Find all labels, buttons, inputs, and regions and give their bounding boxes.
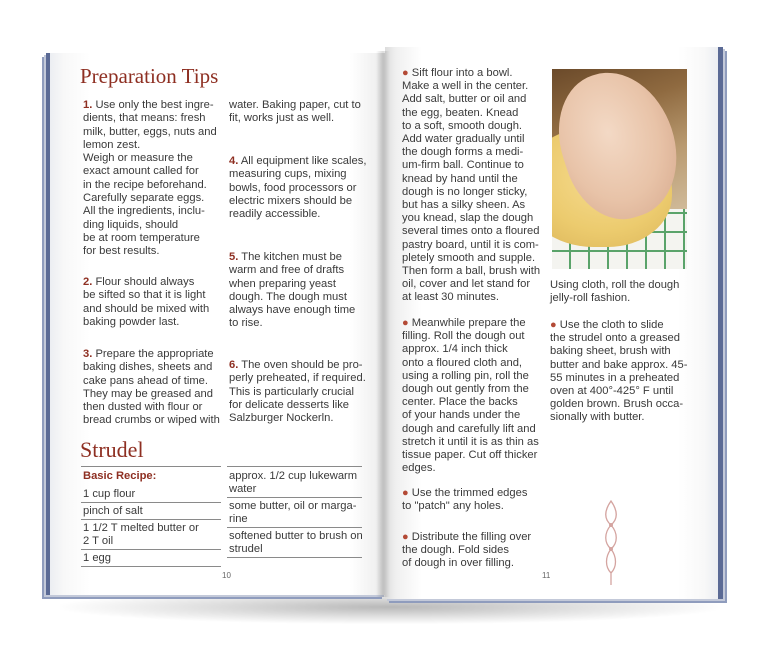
text-line <box>229 513 356 526</box>
text-line <box>402 396 539 409</box>
text-line <box>402 500 527 513</box>
text-line <box>83 401 220 414</box>
text-line <box>402 436 539 449</box>
line-text: um-firm ball. Continue to <box>402 159 524 172</box>
line-text: Use the trimmed edges <box>408 487 528 499</box>
text-line <box>550 292 679 305</box>
book-gutter <box>376 51 390 597</box>
text-line <box>229 182 366 195</box>
line-text: warm and free of drafts <box>229 264 345 277</box>
text-line <box>550 345 687 358</box>
text-line <box>402 383 539 396</box>
text-block <box>229 155 366 221</box>
line-text: to rise. <box>229 317 263 330</box>
line-text: filling. Roll the dough out <box>402 330 525 343</box>
text-line <box>83 552 111 565</box>
text-line <box>229 317 355 330</box>
text-block <box>83 522 199 548</box>
text-block <box>402 531 531 571</box>
text-line <box>402 252 540 265</box>
text-line <box>83 348 220 361</box>
line-text: using a rolling pin, roll the <box>402 369 529 382</box>
line-text: water <box>229 483 257 495</box>
tip-number: 4. <box>229 155 239 167</box>
line-text: softened butter to brush on <box>229 530 363 542</box>
text-line <box>550 398 687 411</box>
text-line <box>550 359 687 372</box>
line-text: butter and bake approx. 45- <box>550 358 688 371</box>
line-text: strudel <box>229 543 263 555</box>
section-title: Strudel <box>80 437 144 462</box>
rule <box>81 566 221 567</box>
line-text: 2 T oil <box>83 535 114 547</box>
line-text: approx. 1/2 cup lukewarm <box>229 470 358 482</box>
line-text: and should be mixed with <box>83 302 210 315</box>
text-line <box>402 423 539 436</box>
text-line <box>550 319 687 332</box>
line-text: approx. 1/4 inch thick <box>402 343 508 356</box>
text-line <box>83 232 217 245</box>
text-block <box>83 348 220 428</box>
rule <box>81 466 221 467</box>
line-text: oven at 400°-425° F until <box>550 385 674 398</box>
line-text: dough. The dough must <box>229 290 347 303</box>
text-block <box>402 487 527 513</box>
text-line <box>402 531 531 544</box>
text-line <box>402 370 539 383</box>
line-text: for delicate desserts like <box>229 398 350 411</box>
line-text: They may be greased and <box>83 387 213 400</box>
line-text: the egg, beaten. Knead <box>402 106 519 119</box>
line-text: edges. <box>402 462 436 475</box>
text-block <box>229 500 356 526</box>
line-text: 55 minutes in a preheated <box>550 371 680 384</box>
line-text: pletely smooth and supple. <box>402 251 536 264</box>
text-line <box>229 264 355 277</box>
line-text: oil, cover and let stand for <box>402 278 531 291</box>
text-line <box>83 316 209 329</box>
text-line <box>83 245 217 258</box>
text-block <box>229 359 366 425</box>
text-line <box>402 291 540 304</box>
line-text: golden brown. Brush occa- <box>550 398 684 411</box>
line-text: then dusted with flour or <box>83 401 203 414</box>
line-text: be at room temperature <box>83 231 200 244</box>
bullet-icon: ● <box>550 319 557 331</box>
text-line <box>83 99 217 112</box>
bullet-icon: ● <box>402 67 409 79</box>
tip-number: 3. <box>83 348 93 360</box>
text-block <box>83 488 135 501</box>
text-line <box>402 173 540 186</box>
line-text: 1 egg <box>83 552 111 564</box>
line-text: Use the cloth to slide <box>556 319 664 331</box>
line-text: in the recipe beforehand. <box>83 178 207 191</box>
text-block <box>83 99 217 259</box>
text-line <box>83 414 220 427</box>
text-line <box>402 265 540 278</box>
text-line <box>229 278 355 291</box>
line-text: ding liquids, should <box>83 218 179 231</box>
line-text: dough out gently from the <box>402 383 529 396</box>
text-line <box>402 462 539 475</box>
line-text: electric mixers should be <box>229 194 353 207</box>
basic-recipe-label: Basic Recipe: <box>83 470 157 482</box>
line-text: Meanwhile prepare the <box>408 317 526 329</box>
text-line <box>83 361 220 374</box>
tip-number: 6. <box>229 359 239 371</box>
text-line <box>550 279 679 292</box>
text-line <box>229 412 366 425</box>
line-text: tissue paper. Cut off thicker <box>402 449 538 462</box>
text-line <box>83 535 199 548</box>
text-line <box>229 291 355 304</box>
text-line <box>83 375 220 388</box>
text-line <box>402 186 540 199</box>
text-block <box>229 251 355 331</box>
text-block <box>229 530 363 556</box>
line-text: when preparing yeast <box>229 277 336 290</box>
line-text: of dough in over filling. <box>402 557 514 570</box>
line-text: Then form a ball, brush with <box>402 265 541 278</box>
line-text: bread crumbs or wiped with <box>83 414 220 427</box>
line-text: Add salt, butter or oil and <box>402 93 527 106</box>
text-line <box>550 372 687 385</box>
text-block <box>550 319 687 425</box>
line-text: readily accessible. <box>229 208 321 221</box>
text-line <box>229 500 356 513</box>
line-text: pastry board, until it is com- <box>402 238 539 251</box>
rule <box>227 527 362 528</box>
line-text: you knead, slap the dough <box>402 212 534 225</box>
line-text: Add water gradually until <box>402 133 525 146</box>
text-line <box>402 449 539 462</box>
line-text: exact amount called for <box>83 165 199 178</box>
text-line <box>550 332 687 345</box>
rule <box>227 466 362 467</box>
text-line <box>402 159 540 172</box>
line-text: the dough forms a medi- <box>402 146 524 159</box>
text-line <box>402 330 539 343</box>
line-text: Sift flour into a bowl. <box>408 67 513 79</box>
text-block <box>229 470 357 496</box>
tip-number: 1. <box>83 99 93 111</box>
text-line <box>402 107 540 120</box>
line-text: perly preheated, if required. <box>229 372 366 385</box>
line-text: Salzburger Nockerln. <box>229 412 334 425</box>
text-line <box>83 179 217 192</box>
line-text: baking dishes, sheets and <box>83 361 213 374</box>
text-line <box>229 251 355 264</box>
text-line <box>402 120 540 133</box>
text-line <box>402 93 540 106</box>
text-line <box>402 199 540 212</box>
line-text: dough and carefully lift and <box>402 422 536 435</box>
line-text: to "patch" any holes. <box>402 500 504 513</box>
text-line <box>402 409 539 422</box>
text-line <box>83 139 217 152</box>
text-line <box>402 225 540 238</box>
text-line <box>402 487 527 500</box>
text-line <box>229 208 366 221</box>
text-line <box>83 522 199 535</box>
text-line <box>229 155 366 168</box>
line-text: cake pans ahead of time. <box>83 374 209 387</box>
line-text: The kitchen must be <box>238 251 342 263</box>
text-line <box>83 303 209 316</box>
line-text: All the ingredients, inclu- <box>83 205 205 218</box>
line-text: jelly-roll fashion. <box>550 292 631 305</box>
text-line <box>402 146 540 159</box>
text-block <box>83 276 209 329</box>
kneading-photo <box>552 69 687 269</box>
text-line <box>83 219 217 232</box>
text-line <box>402 67 540 80</box>
line-text: measuring cups, mixing <box>229 168 347 181</box>
line-text: Prepare the appropriate <box>92 348 214 360</box>
rule <box>81 549 221 550</box>
text-line <box>229 168 366 181</box>
text-line <box>402 80 540 93</box>
open-booklet <box>46 47 722 603</box>
rule <box>81 519 221 520</box>
text-line <box>229 543 363 556</box>
text-line <box>229 530 363 543</box>
bullet-icon: ● <box>402 487 409 499</box>
rule <box>227 497 362 498</box>
tip-number: 2. <box>83 276 93 288</box>
text-line <box>229 399 366 412</box>
text-line <box>83 488 135 501</box>
text-line <box>83 276 209 289</box>
line-text: milk, butter, eggs, nuts and <box>83 125 217 138</box>
line-text: baking sheet, brush with <box>550 345 671 358</box>
page-number-right: 11 <box>542 571 551 580</box>
text-line <box>229 483 357 496</box>
decorative-ornament-icon <box>598 499 624 587</box>
text-line <box>402 212 540 225</box>
page-number-left: 10 <box>222 571 231 580</box>
text-block <box>83 552 111 565</box>
line-text: Weigh or measure the <box>83 152 193 165</box>
line-text: This is particularly crucial <box>229 385 354 398</box>
line-text: bowls, food processors or <box>229 181 357 194</box>
text-line <box>83 205 217 218</box>
line-text: Using cloth, roll the dough <box>550 279 680 291</box>
text-line <box>402 239 540 252</box>
line-text: some butter, oil or marga- <box>229 500 357 512</box>
text-line <box>229 195 366 208</box>
text-block <box>229 99 361 126</box>
text-block <box>402 317 539 475</box>
line-text: sionally with butter. <box>550 411 645 424</box>
text-line <box>229 359 366 372</box>
line-text: of your hands under the <box>402 409 521 422</box>
text-line <box>402 133 540 146</box>
line-text: for best results. <box>83 245 160 258</box>
text-line <box>402 317 539 330</box>
text-line <box>83 388 220 401</box>
text-line <box>83 192 217 205</box>
line-text: Distribute the filling over <box>408 531 532 543</box>
text-line <box>83 112 217 125</box>
line-text: 1 cup flour <box>83 488 136 500</box>
line-text: water. Baking paper, cut to <box>229 99 361 111</box>
text-line <box>229 112 361 125</box>
line-text: Carefully separate eggs. <box>83 192 205 205</box>
bullet-icon: ● <box>402 531 409 543</box>
line-text: at least 30 minutes. <box>402 291 500 304</box>
line-text: several times onto a floured <box>402 225 540 238</box>
line-text: pinch of salt <box>83 505 143 517</box>
line-text: stretch it until it is as thin as <box>402 435 539 448</box>
text-line <box>402 357 539 370</box>
text-line <box>229 470 357 483</box>
text-line <box>229 304 355 317</box>
line-text: knead by hand until the <box>402 172 518 185</box>
text-line <box>402 278 540 291</box>
rule <box>227 557 362 558</box>
text-block <box>550 279 679 305</box>
line-text: Flour should always <box>92 276 195 288</box>
text-line <box>83 152 217 165</box>
text-line <box>229 372 366 385</box>
line-text: dients, that means: fresh <box>83 112 206 125</box>
line-text: baking powder last. <box>83 315 180 328</box>
text-line <box>402 544 531 557</box>
line-text: dough is no longer sticky, <box>402 185 528 198</box>
line-text: rine <box>229 513 248 525</box>
text-line <box>402 557 531 570</box>
line-text: the dough. Fold sides <box>402 544 509 557</box>
text-line <box>550 385 687 398</box>
text-line <box>83 165 217 178</box>
tip-number: 5. <box>229 251 239 263</box>
line-text: Use only the best ingre- <box>92 99 214 111</box>
line-text: onto a floured cloth and, <box>402 356 523 369</box>
line-text: 1 1/2 T melted butter or <box>83 522 199 534</box>
text-line <box>550 411 687 424</box>
text-line <box>83 126 217 139</box>
line-text: always have enough time <box>229 304 356 317</box>
page-title: Preparation Tips <box>80 64 219 88</box>
line-text: fit, works just as well. <box>229 112 335 125</box>
line-text: The oven should be pro- <box>238 359 363 371</box>
text-line <box>83 505 143 518</box>
line-text: to a soft, smooth dough. <box>402 119 523 132</box>
bullet-icon: ● <box>402 317 409 329</box>
text-line <box>229 99 361 112</box>
text-line <box>402 343 539 356</box>
text-block <box>83 505 143 518</box>
line-text: the strudel onto a greased <box>550 332 680 345</box>
line-text: but has a silky sheen. As <box>402 199 526 212</box>
line-text: center. Place the backs <box>402 396 518 409</box>
text-block <box>402 67 540 305</box>
line-text: lemon zest. <box>83 138 141 151</box>
text-line <box>83 289 209 302</box>
line-text: All equipment like scales, <box>238 155 367 167</box>
line-text: be sifted so that it is light <box>83 289 206 302</box>
line-text: Make a well in the center. <box>402 80 529 93</box>
rule <box>81 502 221 503</box>
text-line <box>229 386 366 399</box>
